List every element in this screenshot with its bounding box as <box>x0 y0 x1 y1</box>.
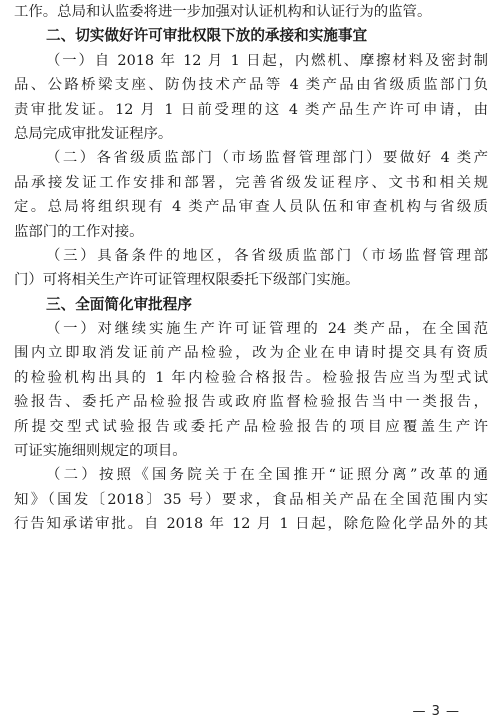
paragraph-line: （三）具备条件的地区，各省级质监部门（市场监督管理部 <box>46 247 488 264</box>
paragraph-line: 验报告、委托产品检验报告或政府监督检验报告当中一类报告， <box>14 394 488 411</box>
section-heading: 三、全面简化审批程序 <box>46 295 192 313</box>
paragraph-line: （二）各省级质监部门（市场监督管理部门）要做好 4 类产 <box>46 150 488 167</box>
paragraph-line: 行告知承诺审批。自 2018 年 12 月 1 日起，除危险化学品外的其 <box>14 516 488 533</box>
paragraph-line: 门）可将相关生产许可证管理权限委托下级部门实施。 <box>14 272 360 289</box>
paragraph-line: （二）按照《国务院关于在全国推开“证照分离”改革的通 <box>46 467 488 484</box>
paragraph-line: 品、公路桥梁支座、防伪技术产品等 4 类产品由省级质监部门负 <box>14 77 488 94</box>
paragraph-line: 定。总局将组织现有 4 类产品审查人员队伍和审查机构与省级质 <box>14 199 488 216</box>
paragraph-line: 所提交型式试验报告或委托产品检验报告的项目应覆盖生产许 <box>14 418 488 435</box>
paragraph-line: 知》（国发〔2018〕35 号）要求，食品相关产品在全国范围内实 <box>14 491 488 508</box>
paragraph-line: 的检验机构出具的 1 年内检验合格报告。检验报告应当为型式试 <box>14 369 488 386</box>
paragraph-line: 围内立即取消发证前产品检验，改为企业在申请时提交具有资质 <box>14 345 488 362</box>
paragraph-line: 可证实施细则规定的项目。 <box>14 443 187 460</box>
paragraph-line: 监部门的工作对接。 <box>14 223 144 240</box>
paragraph-line: 品承接发证工作安排和部署，完善省级发证程序、文书和相关规 <box>14 174 488 191</box>
paragraph-line: 工作。总局和认监委将进一步加强对认证机构和认证行为的监管。 <box>14 4 432 20</box>
paragraph-line: （一）对继续实施生产许可证管理的 24 类产品，在全国范 <box>46 321 488 338</box>
paragraph-line: 责审批发证。12 月 1 日前受理的这 4 类产品生产许可申请，由 <box>14 101 488 118</box>
document-body <box>14 0 488 537</box>
section-heading: 二、切实做好许可审批权限下放的承接和实施事宜 <box>46 27 368 45</box>
paragraph-line: （一）自 2018 年 12 月 1 日起，内燃机、摩擦材料及密封制 <box>46 52 488 69</box>
paragraph-line: 总局完成审批发证程序。 <box>14 125 173 142</box>
page-number: — 3 — <box>412 704 460 719</box>
